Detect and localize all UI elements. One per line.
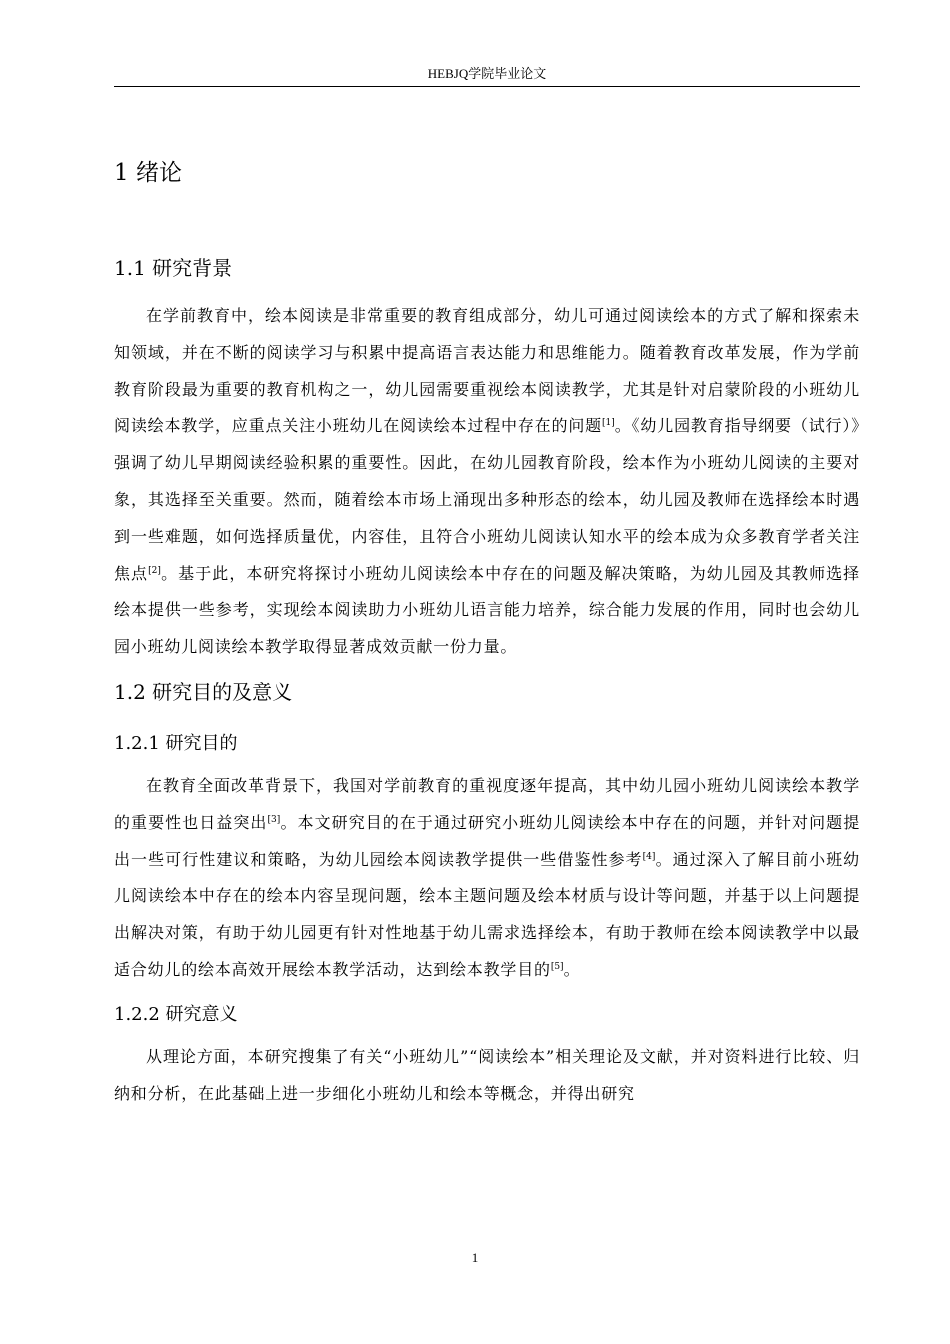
paragraph-text: 。通过深入了解目前小班幼儿阅读绘本中存在的绘本内容呈现问题，绘本主题问题及绘本材质与设计等问题，并基于以上问题提出解决对策，有助于幼儿园更有针对性地基于幼儿需求选择绘本，有助于教师在绘本阅读教学中以最适合幼儿的绘本高效开展绘本教学活动，达到绘本教学目的 <box>114 849 860 979</box>
paragraph-research-significance <box>114 1039 860 1113</box>
header-rule <box>114 86 860 87</box>
paragraph-text: 。 <box>563 959 581 979</box>
paragraph-text: 从理论方面，本研究搜集了有关“小班幼儿”“阅读绘本”相关理论及文献，并对资料进行比较、归纳和分析，在此基础上进一步细化小班幼儿和绘本等概念，并得出研究 <box>114 1046 860 1103</box>
paragraph-text: 。本文研究目的在于通过研究小班幼儿阅读绘本中存在的问题，并针对问题提出一些可行性建议和策略，为幼儿园绘本阅读教学提供一些借鉴性参考 <box>114 812 861 869</box>
paragraph-research-background <box>114 298 860 666</box>
paragraph-research-purpose <box>114 768 860 989</box>
paragraph-text: 。基于此，本研究将探讨小班幼儿阅读绘本中存在的问题及解决策略，为幼儿园及其教师选择绘本提供一些参考，实现绘本阅读助力小班幼儿语言能力培养，综合能力发展的作用，同时也会幼儿园小班幼儿阅读绘本教学取得显著成效贡献一份力量。 <box>114 563 860 657</box>
citation-3[interactable]: [3] <box>267 814 281 825</box>
citation-4[interactable]: [4] <box>642 851 656 862</box>
citation-5[interactable]: [5] <box>550 961 564 972</box>
chapter-heading: 1 绪论 <box>114 160 182 186</box>
page-number: 1 <box>471 1250 479 1265</box>
section-heading-1-2: 1.2 研究目的及意义 <box>114 679 293 704</box>
spacer <box>114 712 860 726</box>
subsection-heading-1-2-2: 1.2.2 研究意义 <box>114 1003 238 1025</box>
subsection-heading-1-2-1: 1.2.1 研究目的 <box>114 732 238 754</box>
page-body <box>114 150 860 1112</box>
citation-2[interactable]: [2] <box>148 565 161 576</box>
citation-1[interactable]: [1] <box>602 418 615 429</box>
paragraph-text: 。《幼儿园教育指导纲要（试行）》强调了幼儿早期阅读经验积累的重要性。因此，在幼儿园教育阶段，绘本作为小班幼儿阅读的主要对象，其选择至关重要。然而，随着绘本市场上涌现出多种形态的绘本，幼儿园及教师在选择绘本时遇到一些难题，如何选择质量优，内容佳，且符合小班幼儿阅读认知水平的绘本成为众多教育学者关注焦点 <box>114 416 860 583</box>
paragraph-text: 在学前教育中，绘本阅读是非常重要的教育组成部分，幼儿可通过阅读绘本的方式了解和探索未知领域，并在不断的阅读学习与积累中提高语言表达能力和思维能力。随着教育改革发展，作为学前教育阶段最为重要的教育机构之一，幼儿园需要重视绘本阅读教学，尤其是针对启蒙阶段的小班幼儿阅读绘本教学，应重点关注小班幼儿在阅读绘本过程中存在的问题 <box>114 306 860 436</box>
spacer <box>114 288 860 298</box>
spacer <box>114 989 860 997</box>
running-header: HEBJQ学院毕业论文 <box>427 66 547 81</box>
section-heading-1-1: 1.1 研究背景 <box>114 256 233 280</box>
paragraph-text: 在教育全面改革背景下，我国对学前教育的重视度逐年提高，其中幼儿园小班幼儿阅读绘本教学的重要性也日益突出 <box>114 775 860 832</box>
spacer <box>114 196 860 248</box>
